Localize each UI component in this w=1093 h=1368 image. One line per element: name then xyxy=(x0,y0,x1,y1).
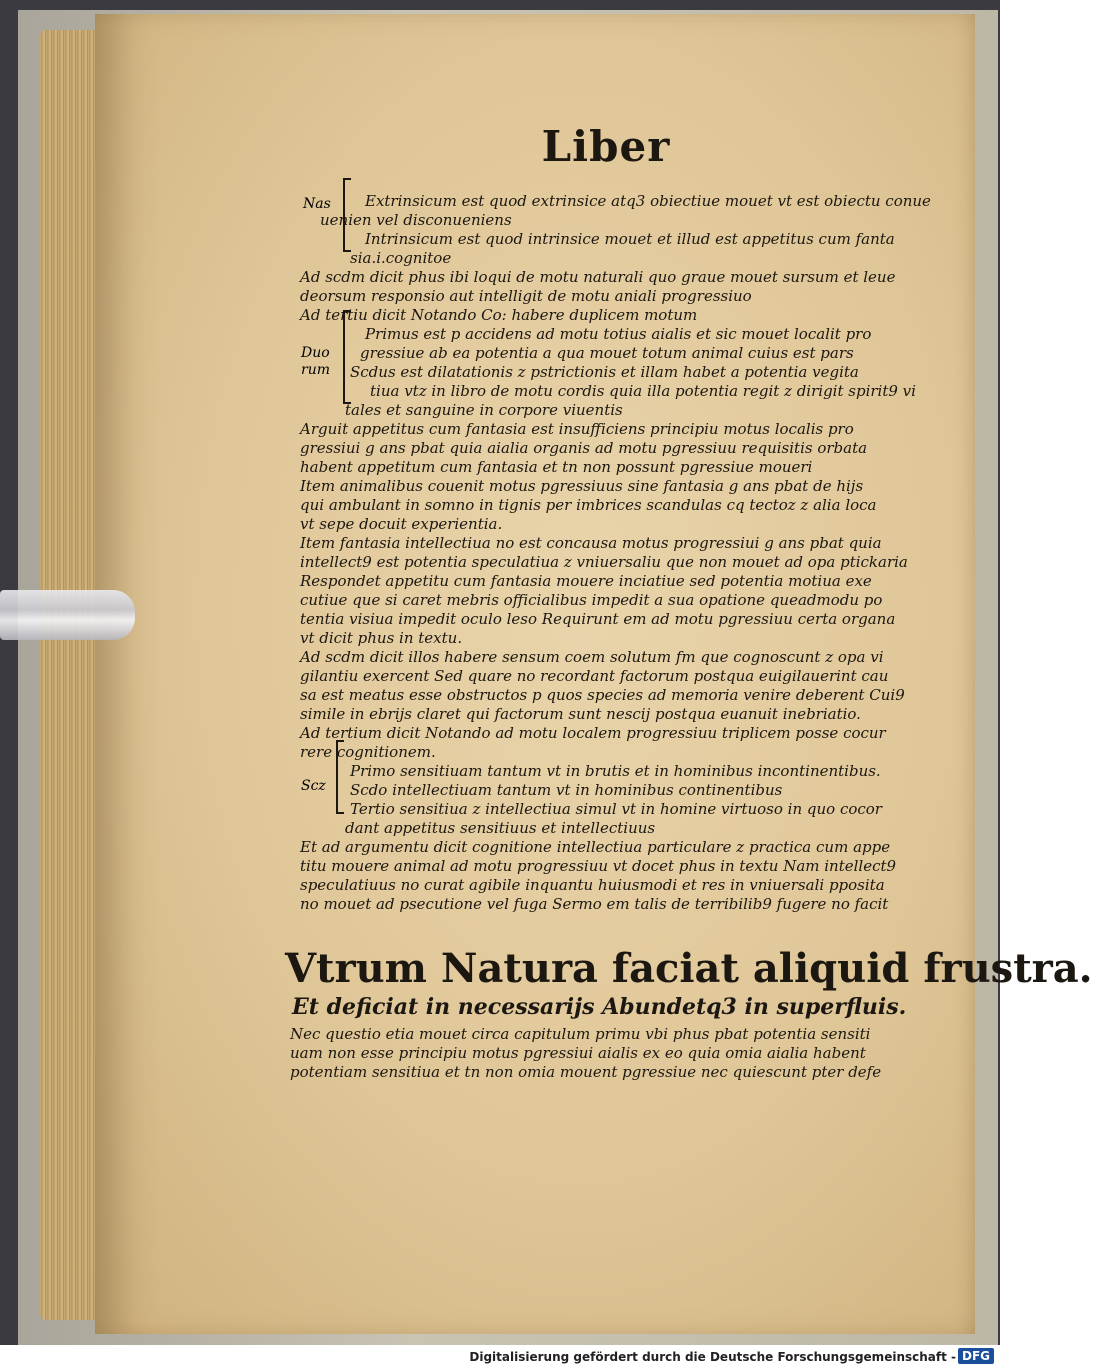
text-line: Ad scdm dicit phus ibi loqui de motu naturali quo graue mouet sursum et leue xyxy=(300,268,896,286)
text-line: qui ambulant in somno in tignis per imbrices scandulas cq tectoz z alia loca xyxy=(300,496,877,514)
text-line: Scdus est dilatationis z pstrictionis et illam habet a potentia vegita xyxy=(350,363,859,381)
text-line: cutiue que si caret mebris officialibus impedit a sua opatione queadmodu po xyxy=(300,591,883,609)
text-line: Primo sensitiuam tantum vt in brutis et in hominibus incontinentibus. xyxy=(350,762,881,780)
footer-credit: Digitalisierung gefördert durch die Deutsche Forschungsgemeinschaft - xyxy=(469,1350,956,1364)
main-text-block xyxy=(300,120,931,914)
text-line: gressiui g ans pbat quia aialia organis ad motu pgressiuu requisitis orbata xyxy=(300,439,868,457)
brace-bracket xyxy=(343,310,351,404)
text-line: gressiue ab ea potentia a qua mouet totum animal cuius est pars xyxy=(360,344,854,362)
text-line: titu mouere animal ad motu progressiuu vt docet phus in textu Nam intellect9 xyxy=(300,857,897,875)
text-line: sia.i.cognitoe xyxy=(350,249,452,267)
text-line: Ad tertium dicit Notando ad motu localem progressiuu triplicem posse cocur xyxy=(300,724,886,742)
text-line: deorsum responsio aut intelligit de motu aniali progressiuo xyxy=(300,287,752,305)
text-line: Tertio sensitiua z intellectiua simul vt in homine virtuoso in quo cocor xyxy=(350,800,882,818)
body-text xyxy=(300,192,931,914)
brace-bracket xyxy=(336,740,344,814)
text-line: no mouet ad psecutione vel fuga Sermo em talis de terribilib9 fugere no facit xyxy=(300,895,889,913)
section-subtitle: Et deficiat in necessarijs Abundetq3 in superfluis. xyxy=(292,994,907,1020)
text-line: Item animalibus couenit motus pgressiuus sine fantasia g ans pbat de hijs xyxy=(300,477,864,495)
text-line: Ad scdm dicit illos habere sensum coem solutum fm que cognoscunt z opa vi xyxy=(300,648,884,666)
text-line: intellect9 est potentia speculatiua z vniuersaliu que non mouet ad opa ptickaria xyxy=(300,553,908,571)
text-line: habent appetitum cum fantasia et tn non possunt pgressiue moueri xyxy=(300,458,813,476)
text-line: Scdo intellectiuam tantum vt in hominibus continentibus xyxy=(350,781,783,799)
text-line: dant appetitus sensitiuus et intellectiuus xyxy=(345,819,656,837)
text-line: Item fantasia intellectiua no est concausa motus progressiui g ans pbat quia xyxy=(300,534,882,552)
text-line: Arguit appetitus cum fantasia est insufficiens principiu motus localis pro xyxy=(300,420,854,438)
text-line: gilantiu exercent Sed quare no recordant factorum postqua euigilauerint cau xyxy=(300,667,889,685)
text-line: uam non esse principiu motus pgressiui aialis ex eo quia omia aialia habent xyxy=(290,1044,866,1062)
text-line: speculatiuus no curat agibile inquantu huiusmodi et res in vniuersali pposita xyxy=(300,876,885,894)
text-line: tentia visiua impedit oculo leso Requirunt em ad motu pgressiuu certa organa xyxy=(300,610,896,628)
text-line: Et ad argumentu dicit cognitione intellectiua particulare z practica cum appe xyxy=(300,838,891,856)
dfg-logo: DFG xyxy=(958,1348,994,1364)
text-line: vt dicit phus in textu. xyxy=(300,629,463,647)
text-line: vt sepe docuit experientia. xyxy=(300,515,503,533)
text-line: Nec questio etia mouet circa capitulum primu vbi phus pbat potentia sensiti xyxy=(290,1025,871,1043)
section-text xyxy=(290,1025,910,1082)
text-line: Ad tertiu dicit Notando Co: habere duplicem motum xyxy=(300,306,698,324)
text-line: sa est meatus esse obstructos p quos species ad memoria venire deberent Cui9 xyxy=(300,686,905,704)
section-title: Vtrum Natura faciat aliquid frustra. xyxy=(285,945,1093,992)
brace-bracket xyxy=(343,178,351,252)
text-line: tales et sanguine in corpore viuentis xyxy=(345,401,623,419)
text-line: uenien vel disconueniens xyxy=(320,211,512,229)
text-line: rere cognitionem. xyxy=(300,743,436,761)
page-holder-strip xyxy=(0,590,135,640)
text-line: potentiam sensitiua et tn non omia mouent pgressiue nec quiescunt pter defe xyxy=(290,1063,882,1081)
text-line: Primus est p accidens ad motu totius aialis et sic mouet localit pro xyxy=(365,325,872,343)
text-line: tiua vtz in libro de motu cordis quia illa potentia regit z dirigit spirit9 vi xyxy=(370,382,916,400)
margin-note: Scz xyxy=(301,778,326,794)
margin-note: Nas xyxy=(303,196,331,212)
margin-note: Duo xyxy=(301,345,330,361)
running-head: Liber xyxy=(541,122,671,171)
margin-note: rum xyxy=(301,362,330,378)
text-line: Extrinsicum est quod extrinsice atq3 obiectiue mouet vt est obiectu conue xyxy=(365,192,931,210)
text-line: simile in ebrijs claret qui factorum sunt nescij postqua euanuit inebriatio. xyxy=(300,705,861,723)
text-line: Intrinsicum est quod intrinsice mouet et illud est appetitus cum fanta xyxy=(365,230,895,248)
text-line: Respondet appetitu cum fantasia mouere inciatiue sed potentia motiua exe xyxy=(300,572,872,590)
